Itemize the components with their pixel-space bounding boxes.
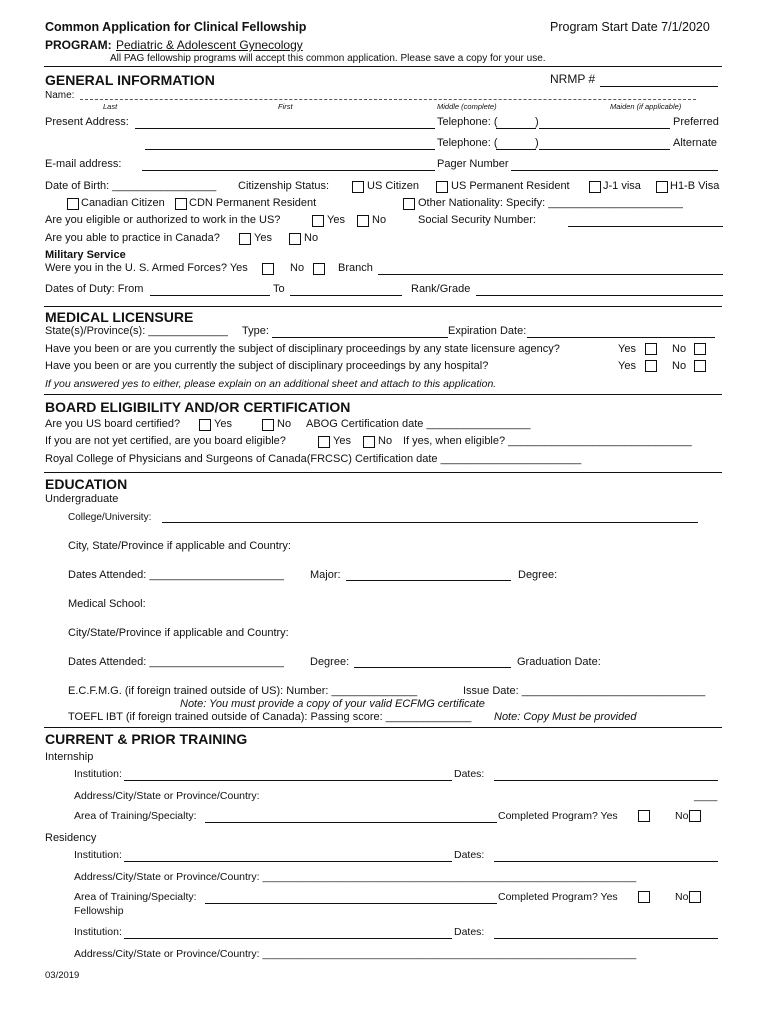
discipline-state-no-checkbox[interactable] [694, 343, 706, 355]
dates-attended-1: Dates Attended: ______________________ [68, 569, 284, 581]
fellowship-label: Fellowship [74, 905, 124, 917]
medschool-label: Medical School: [68, 598, 146, 610]
pager-field[interactable] [511, 170, 718, 171]
discipline-hospital-yes-checkbox[interactable] [645, 360, 657, 372]
licensure-rule [44, 306, 722, 307]
practice-canada-no-checkbox[interactable] [289, 233, 301, 245]
training-heading: CURRENT & PRIOR TRAINING [45, 731, 248, 747]
undergrad-label: Undergraduate [45, 493, 119, 505]
board-certified-no-checkbox[interactable] [262, 419, 274, 431]
email-field[interactable] [142, 170, 435, 171]
branch-field[interactable] [378, 274, 723, 275]
residency-completed-no-checkbox[interactable] [689, 891, 701, 903]
program-start-date: Program Start Date 7/1/2020 [550, 20, 710, 34]
eligible-us-yes-label: Yes [327, 214, 345, 226]
duty-from-label: Dates of Duty: From [45, 283, 144, 295]
armed-forces-no-label: No [290, 262, 305, 274]
h1b-label: H1-B Visa [670, 180, 720, 192]
paren-1: ) [535, 116, 539, 128]
residency-completed-label: Completed Program? Yes [498, 891, 618, 903]
issue-date-label: Issue Date: ______________________________ [463, 685, 706, 697]
residency-label: Residency [45, 832, 97, 844]
residency-dates-label: Dates: [454, 849, 485, 861]
states-label: State(s)/Province(s): _____________ [45, 325, 228, 337]
board-eligible-no-label: No [378, 435, 393, 447]
branch-label: Branch [338, 262, 373, 274]
telephone-label-2: Telephone: ( [437, 137, 498, 149]
paren-2: ) [535, 137, 539, 149]
rank-label: Rank/Grade [411, 283, 471, 295]
name-field[interactable] [80, 99, 696, 100]
internship-institution-label: Institution: [74, 768, 122, 780]
abog-date-label: ABOG Certification date _________________ [306, 418, 531, 430]
telephone-field-1[interactable] [539, 128, 670, 129]
alternate-label: Alternate [673, 137, 718, 149]
internship-completed-no-label: No [675, 810, 689, 822]
discipline-hospital-yes-label: Yes [618, 360, 636, 372]
discipline-hospital-no-label: No [672, 360, 687, 372]
degree-label-2: Degree: [310, 656, 350, 668]
ecfmg-note: Note: You must provide a copy of your valid ECFMG certificate [180, 698, 485, 710]
internship-dates-field[interactable] [494, 780, 718, 781]
area-code-field-2[interactable] [496, 149, 536, 150]
fellowship-dates-label: Dates: [454, 926, 485, 938]
discipline-state-yes-checkbox[interactable] [645, 343, 657, 355]
toefl-label: TOEFL IBT (if foreign trained outside of Canada): Passing score: ______________ [68, 711, 472, 723]
cdn-citizen-checkbox[interactable] [67, 198, 79, 210]
board-eligible-yes-label: Yes [333, 435, 351, 447]
cdn-citizen-label: Canadian Citizen [81, 197, 165, 209]
graduation-date-label: Graduation Date: [517, 656, 601, 668]
name-label: Name: [45, 90, 75, 101]
program-name: Pediatric & Adolescent Gynecology [116, 38, 303, 52]
internship-address-label: Address/City/State or Province/Country: [74, 790, 260, 802]
eligible-us-no-checkbox[interactable] [357, 215, 369, 227]
internship-label: Internship [45, 751, 94, 763]
residency-completed-no-label: No [675, 891, 689, 903]
board-eligible-yes-checkbox[interactable] [318, 436, 330, 448]
us-citizen-checkbox[interactable] [352, 181, 364, 193]
us-perm-label: US Permanent Resident [451, 180, 570, 192]
residency-dates-field[interactable] [494, 861, 718, 862]
royal-college-label: Royal College of Physicians and Surgeons of Canada(FRCSC) Certification date _______________________ [45, 453, 582, 465]
email-label: E-mail address: [45, 158, 122, 170]
board-certified-question: Are you US board certified? [45, 418, 181, 430]
program-label: PROGRAM: [45, 38, 112, 52]
expiration-field[interactable] [527, 337, 715, 338]
board-certified-yes-label: Yes [214, 418, 232, 430]
form-version: 03/2019 [45, 970, 80, 981]
discipline-state-no-label: No [672, 343, 687, 355]
expiration-label: Expiration Date: [448, 325, 527, 337]
first-caption: First [278, 102, 293, 111]
fellowship-dates-field[interactable] [494, 938, 718, 939]
practice-canada-yes-checkbox[interactable] [239, 233, 251, 245]
type-label: Type: [242, 325, 269, 337]
fellowship-address-label: Address/City/State or Province/Country: ________________________________________________________________ [74, 948, 637, 960]
cdn-perm-label: CDN Permanent Resident [189, 197, 317, 209]
board-eligible-question: If you are not yet certified, are you board eligible? [45, 435, 286, 447]
city-label-2: City/State/Province if applicable and Country: [68, 627, 289, 639]
eligible-us-yes-checkbox[interactable] [312, 215, 324, 227]
present-address-field[interactable] [135, 128, 435, 129]
board-heading: BOARD ELIGIBILITY AND/OR CERTIFICATION [45, 399, 351, 415]
present-address-label: Present Address: [45, 116, 129, 128]
internship-area-field[interactable] [205, 822, 497, 823]
internship-institution-field[interactable] [124, 780, 452, 781]
internship-area-label: Area of Training/Specialty: [74, 810, 197, 822]
header-rule [44, 66, 722, 67]
internship-dates-label: Dates: [454, 768, 485, 780]
other-nationality-checkbox[interactable] [403, 198, 415, 210]
us-perm-checkbox[interactable] [436, 181, 448, 193]
ssn-field[interactable] [568, 226, 723, 227]
major-field[interactable] [346, 580, 511, 581]
practice-canada-question: Are you able to practice in Canada? [45, 232, 220, 244]
toefl-note: Note: Copy Must be provided [494, 711, 637, 723]
citizenship-label: Citizenship Status: [238, 180, 330, 192]
middle-caption: Middle (complete) [437, 102, 497, 111]
form-title: Common Application for Clinical Fellowship [45, 20, 307, 34]
eligible-us-no-label: No [372, 214, 387, 226]
discipline-hospital-question: Have you been or are you currently the subject of disciplinary proceedings by any hospital? [45, 360, 489, 372]
internship-address-dash: ____ [694, 790, 718, 802]
duty-to-field[interactable] [290, 295, 402, 296]
when-eligible-label: If yes, when eligible? ______________________________ [403, 435, 692, 447]
explain-note: If you answered yes to either, please explain on an additional sheet and attach to this application. [45, 378, 497, 390]
nrmp-field[interactable] [600, 86, 718, 87]
board-eligible-no-checkbox[interactable] [363, 436, 375, 448]
pager-label: Pager Number [437, 158, 509, 170]
training-rule [44, 727, 722, 728]
internship-completed-no-checkbox[interactable] [689, 810, 701, 822]
ssn-label: Social Security Number: [418, 214, 536, 226]
education-heading: EDUCATION [45, 476, 128, 492]
residency-institution-label: Institution: [74, 849, 122, 861]
board-rule [44, 394, 722, 395]
last-caption: Last [103, 102, 118, 111]
type-field[interactable] [272, 337, 448, 338]
residency-institution-field[interactable] [124, 861, 452, 862]
maiden-caption: Maiden (if applicable) [610, 102, 682, 111]
duty-from-field[interactable] [150, 295, 270, 296]
major-label: Major: [310, 569, 341, 581]
residency-address-label: Address/City/State or Province/Country: ________________________________________________________________ [74, 871, 637, 883]
military-heading: Military Service [45, 249, 126, 261]
fellowship-institution-label: Institution: [74, 926, 122, 938]
armed-forces-no-checkbox[interactable] [313, 263, 325, 275]
j1-checkbox[interactable] [589, 181, 601, 193]
us-citizen-label: US Citizen [367, 180, 419, 192]
dob-label: Date of Birth: _________________ [45, 180, 217, 192]
preferred-label: Preferred [673, 116, 719, 128]
general-heading: GENERAL INFORMATION [45, 72, 215, 88]
discipline-state-question: Have you been or are you currently the subject of disciplinary proceedings by any state licensure agency? [45, 343, 560, 355]
duty-to-label: To [273, 283, 285, 295]
ecfmg-label: E.C.F.M.G. (if foreign trained outside of US): Number: ______________ [68, 685, 418, 697]
internship-completed-label: Completed Program? Yes [498, 810, 618, 822]
residency-completed-yes-checkbox[interactable] [638, 891, 650, 903]
h1b-checkbox[interactable] [656, 181, 668, 193]
college-field[interactable] [162, 522, 698, 523]
education-rule [44, 472, 722, 473]
board-certified-yes-checkbox[interactable] [199, 419, 211, 431]
degree-label-1: Degree: [518, 569, 558, 581]
cdn-perm-checkbox[interactable] [175, 198, 187, 210]
telephone-label-1: Telephone: ( [437, 116, 498, 128]
area-code-field-1[interactable] [496, 128, 536, 129]
practice-canada-yes-label: Yes [254, 232, 272, 244]
telephone-field-2[interactable] [539, 149, 670, 150]
residency-area-field[interactable] [205, 903, 497, 904]
dates-attended-2: Dates Attended: ______________________ [68, 656, 284, 668]
armed-forces-yes-checkbox[interactable] [262, 263, 274, 275]
internship-completed-yes-checkbox[interactable] [638, 810, 650, 822]
j1-label: J-1 visa [603, 180, 641, 192]
practice-canada-no-label: No [304, 232, 319, 244]
other-nationality-label: Other Nationality: Specify: ______________________ [418, 197, 683, 209]
discipline-state-yes-label: Yes [618, 343, 636, 355]
licensure-heading: MEDICAL LICENSURE [45, 309, 194, 325]
armed-forces-question: Were you in the U. S. Armed Forces? Yes [45, 262, 248, 274]
rank-field[interactable] [476, 295, 723, 296]
college-label: College/University: [68, 512, 152, 523]
residency-area-label: Area of Training/Specialty: [74, 891, 197, 903]
degree-field-2[interactable] [354, 667, 511, 668]
nrmp-label: NRMP # [550, 72, 596, 86]
city-label-1: City, State/Province if applicable and Country: [68, 540, 291, 552]
fellowship-institution-field[interactable] [124, 938, 452, 939]
discipline-hospital-no-checkbox[interactable] [694, 360, 706, 372]
eligible-us-question: Are you eligible or authorized to work in the US? [45, 214, 281, 226]
header-note: All PAG fellowship programs will accept this common application. Please save a copy for your use. [110, 53, 546, 64]
present-address-field-2[interactable] [145, 149, 435, 150]
board-certified-no-label: No [277, 418, 292, 430]
